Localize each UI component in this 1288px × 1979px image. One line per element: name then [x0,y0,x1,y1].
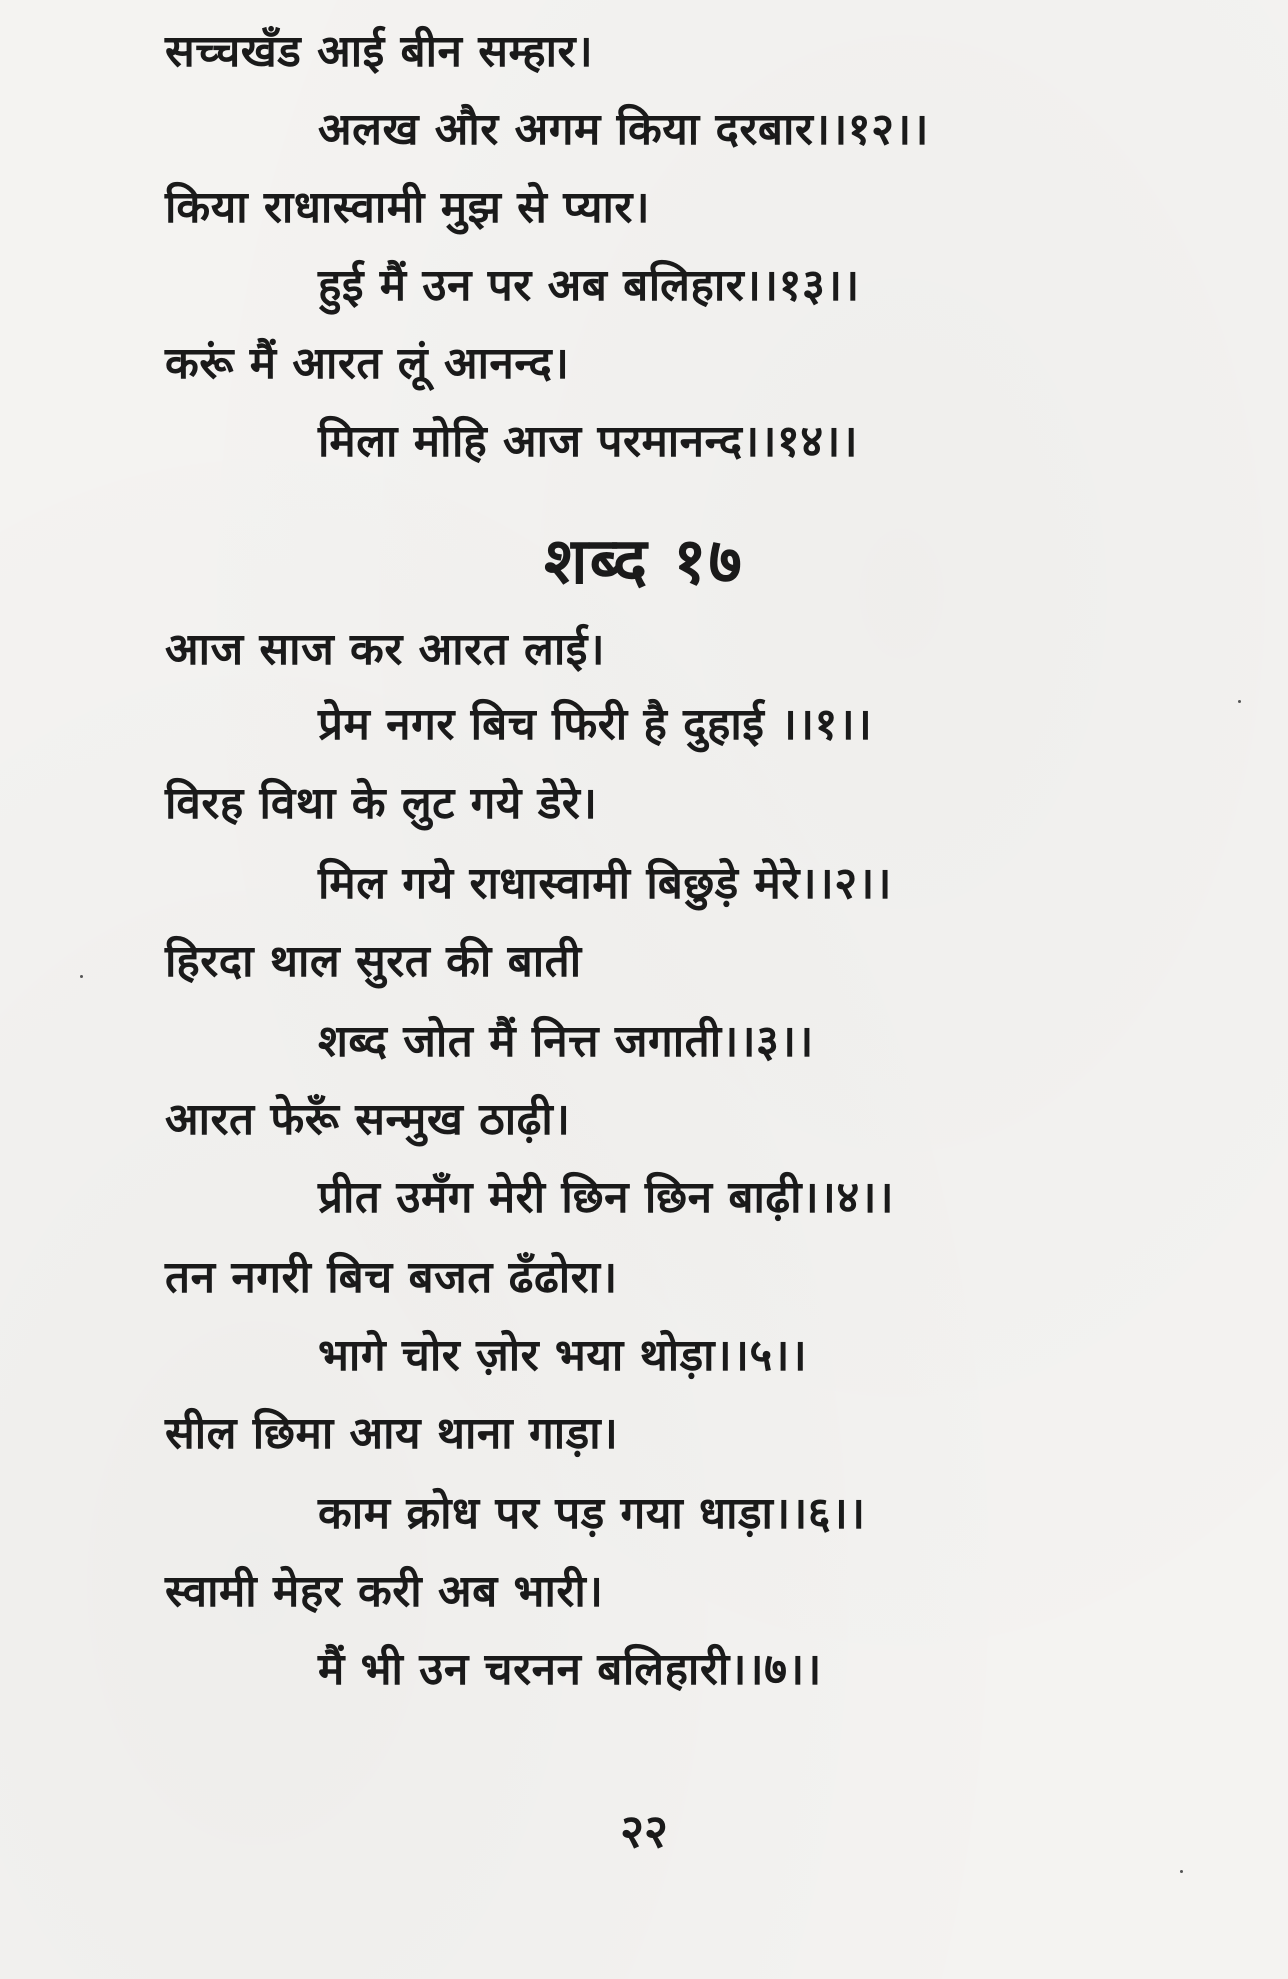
verse-line: हिरदा थाल सुरत की बाती [165,936,582,987]
verse-line: अलख और अगम किया दरबार।।१२।। [318,104,929,155]
verse-line: मिल गये राधास्वामी बिछुड़े मेरे।।२।। [318,858,892,909]
verse-line: प्रेम नगर बिच फिरी है दुहाई ।।१।। [318,699,873,750]
verse-line: मिला मोहि आज परमानन्द।।१४।। [318,416,859,467]
verse-line: विरह विथा के लुट गये डेरे। [165,778,598,829]
verse-line: हुई मैं उन पर अब बलिहार।।१३।। [318,260,860,311]
paper-speck [80,975,83,978]
paper-speck [1238,700,1241,703]
verse-line: सच्चखँड आई बीन सम्हार। [165,26,594,77]
verse-line: सील छिमा आय थाना गाड़ा। [165,1408,619,1459]
verse-line: करूं मैं आरत लूं आनन्द। [165,338,570,389]
verse-line: तन नगरी बिच बजत ढँढोरा। [165,1252,618,1303]
shabd-heading: शब्द १७ [544,525,744,599]
paper-speck [1180,1870,1183,1873]
verse-line: भागे चोर ज़ोर भया थोड़ा।।५।। [318,1330,808,1381]
verse-line: स्वामी मेहर करी अब भारी। [165,1566,604,1617]
verse-line: काम क्रोध पर पड़ गया धाड़ा।।६।। [318,1488,866,1539]
verse-line: आज साज कर आरत लाई। [165,624,606,675]
verse-line: शब्द जोत मैं नित्त जगाती।।३।। [318,1016,814,1067]
verse-line: आरत फेरूँ सन्मुख ठाढ़ी। [165,1094,571,1145]
verse-line: मैं भी उन चरनन बलिहारी।।७।। [318,1644,822,1695]
verse-line: प्रीत उमँग मेरी छिन छिन बाढ़ी।।४।। [318,1172,895,1223]
page-number: २२ [620,1804,668,1858]
verse-line: किया राधास्वामी मुझ से प्यार। [165,182,651,233]
